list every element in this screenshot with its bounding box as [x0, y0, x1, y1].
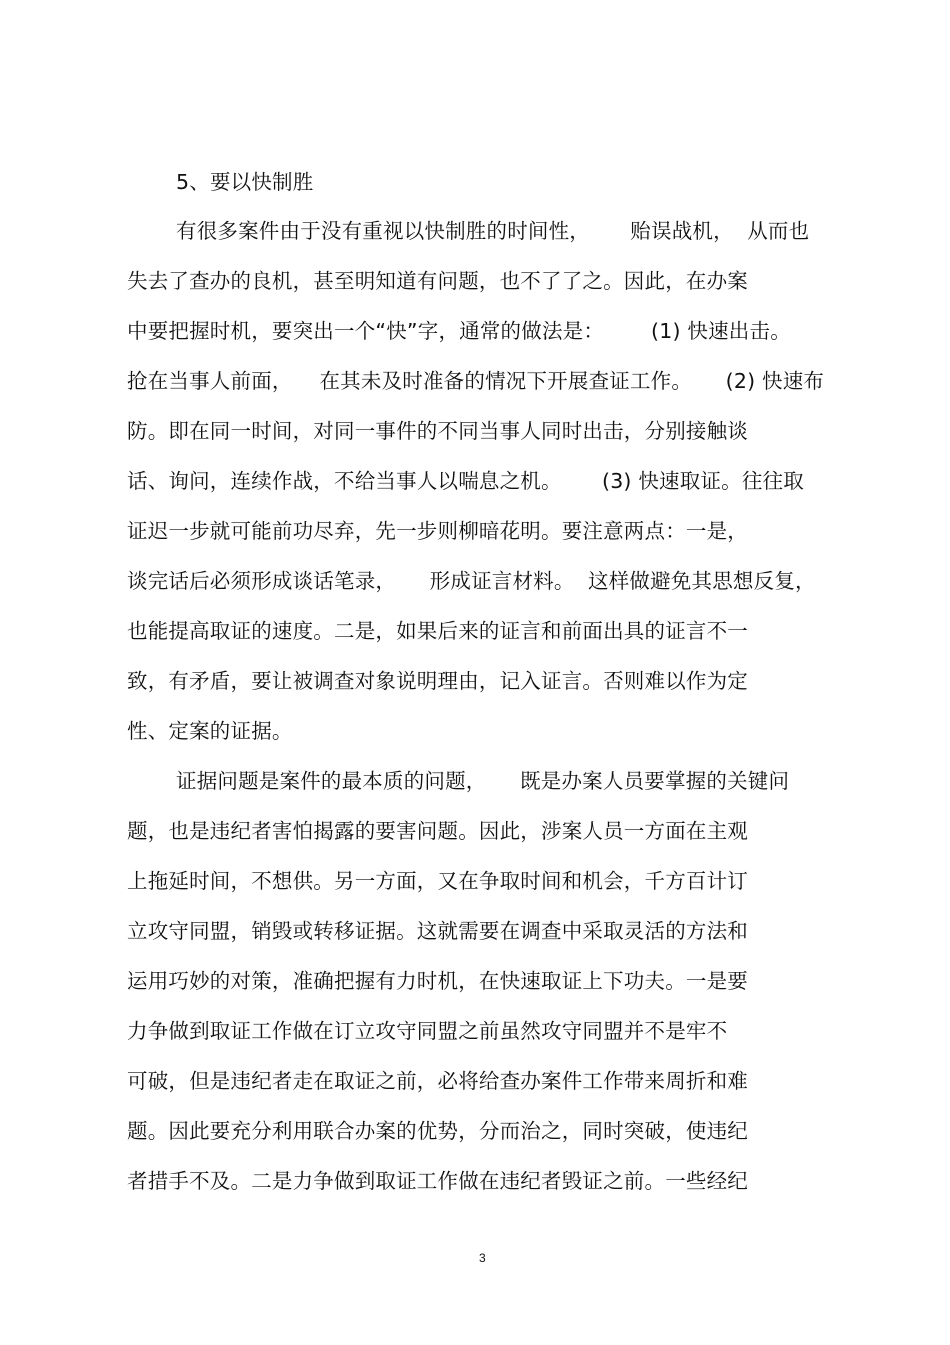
paragraph-line: 致，有矛盾，要让被调查对象说明理由，记入证言。否则难以作为定 — [127, 669, 748, 693]
paragraph-line: 证据问题是案件的最本质的问题， 既是办案人员要掌握的关键问 — [176, 769, 790, 793]
paragraph-line: 者措手不及。二是力争做到取证工作做在违纪者毁证之前。一些经纪 — [127, 1169, 748, 1193]
paragraph-line: 抢在当事人前面， 在其未及时准备的情况下开展查证工作。 (2) 快速布 — [127, 369, 825, 393]
paragraph-line: 力争做到取证工作做在订立攻守同盟之前虽然攻守同盟并不是牢不 — [127, 1019, 728, 1043]
paragraph-line: 上拖延时间，不想供。另一方面，又在争取时间和机会，千方百计订 — [127, 869, 748, 893]
page-number: 3 — [479, 1251, 486, 1265]
section-heading: 5、要以快制胜 — [176, 170, 314, 194]
paragraph-line: 有很多案件由于没有重视以快制胜的时间性， 贻误战机， 从而也 — [176, 219, 810, 243]
paragraph-line: 立攻守同盟，销毁或转移证据。这就需要在调查中采取灵活的方法和 — [127, 919, 748, 943]
paragraph-line: 也能提高取证的速度。二是，如果后来的证言和前面出具的证言不一 — [127, 619, 748, 643]
paragraph-line: 中要把握时机，要突出一个“快”字，通常的做法是： (1) 快速出击。 — [127, 319, 791, 343]
paragraph-line: 性、定案的证据。 — [127, 719, 293, 743]
paragraph-line: 题，也是违纪者害怕揭露的要害问题。因此，涉案人员一方面在主观 — [127, 819, 748, 843]
paragraph-line: 证迟一步就可能前功尽弃，先一步则柳暗花明。要注意两点：一是， — [127, 519, 748, 543]
paragraph-line: 失去了查办的良机，甚至明知道有问题，也不了了之。因此，在办案 — [127, 269, 748, 293]
paragraph-line: 防。即在同一时间，对同一事件的不同当事人同时出击，分别接触谈 — [127, 419, 748, 443]
paragraph-line: 谈完话后必须形成谈话笔录， 形成证言材料。 这样做避免其思想反复， — [127, 569, 816, 593]
paragraph-line: 话、询问，连续作战，不给当事人以喘息之机。 (3) 快速取证。往往取 — [127, 469, 804, 493]
paragraph-line: 运用巧妙的对策，准确把握有力时机，在快速取证上下功夫。一是要 — [127, 969, 748, 993]
paragraph-line: 可破，但是违纪者走在取证之前，必将给查办案件工作带来周折和难 — [127, 1069, 748, 1093]
paragraph-line: 题。因此要充分利用联合办案的优势，分而治之，同时突破，使违纪 — [127, 1119, 748, 1143]
